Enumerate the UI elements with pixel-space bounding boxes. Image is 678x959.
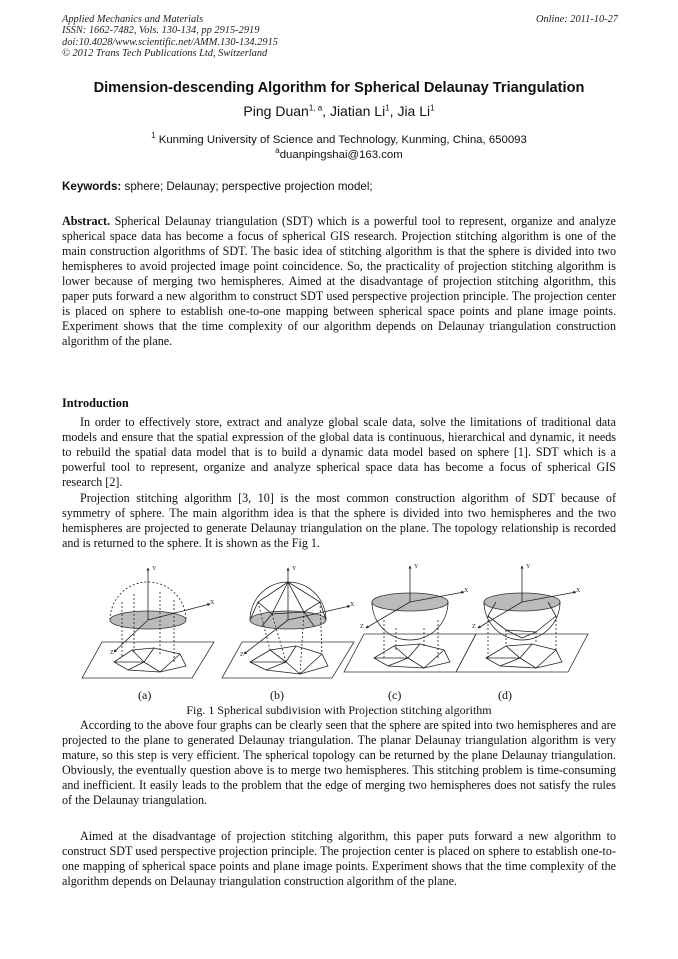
email-text[interactable]: duanpingshai@163.com	[279, 148, 403, 161]
subfigure-b	[222, 568, 354, 678]
intro-paragraph-4: Aimed at the disadvantage of projection stitching algorithm, this paper puts forward a new algorithm to construct SDT used perspective projection principle. The projection center is placed on sphere to establish one-to-one mapping of spherical space points and plane image points. Experiment shows that the time complexity of the algorithm depends on Delaunay triangulation construction algorithm of the plane.	[62, 829, 616, 888]
author-sup: 1	[385, 103, 390, 113]
author-list: Ping Duan$^{1, a}$, Jiatian Li$^1$, Jia Li$^1$	[243, 103, 435, 119]
intro-paragraph-1: In order to effectively store, extract and analyze global scale data, solve the limitations of traditional data models and ensure that the spatial expression of the global data is continuous, hierarchical and dynamic, it needs to rebuild the spatial data model that is to build a dynamic data model based on sphere [1]. SDT which is a powerful tool to represent, organize and analyze spherical space data has become a focus of spherical GIS research [2].	[62, 415, 616, 489]
doi-line[interactable]: doi:10.4028/www.scientific.net/AMM.130-134.2915	[62, 36, 278, 48]
axis-label-x: X	[464, 588, 469, 594]
author-sup: 1, a	[308, 103, 323, 113]
axis-label-x: X	[210, 600, 215, 606]
figure-1	[62, 562, 616, 690]
axis-label-y: Y	[414, 564, 419, 570]
abstract-label: Abstract.	[62, 214, 111, 228]
author-name: Jiatian Li	[329, 103, 386, 119]
figure-caption: Fig. 1 Spherical subdivision with Projection stitching algorithm	[186, 703, 492, 717]
paper-title: Dimension-descending Algorithm for Spherical Delaunay Triangulation	[93, 80, 585, 96]
subfigure-a	[82, 568, 214, 678]
journal-header	[62, 14, 618, 60]
subfigure-c	[344, 566, 476, 672]
intro-paragraph-2: Projection stitching algorithm [3, 10] is the most common construction algorithm of SDT because of symmetry of sphere. The main algorithm idea is that the sphere is divided into two hemispheres and the two hemispheres are projected to generate Delaunay triangulation on the plane. The topology relationship is recorded and is returned to the sphere. It is shown as the Fig 1.	[62, 491, 616, 550]
sublabel-c: (c)	[388, 688, 402, 702]
sublabel-a: (a)	[138, 688, 152, 702]
sublabel-b: (b)	[270, 688, 284, 702]
axis-label-y: Y	[292, 566, 297, 572]
keywords-text: sphere; Delaunay; perspective projection model;	[124, 180, 373, 193]
author-name: Jia Li	[397, 103, 431, 119]
author-name: Ping Duan	[243, 103, 309, 119]
axis-label-z: Z	[360, 624, 364, 630]
issn-line: ISSN: 1662-7482, Vols. 130-134, pp 2915-2919	[62, 25, 260, 37]
keywords-line	[62, 180, 373, 193]
intro-paragraph-3: According to the above four graphs can be clearly seen that the sphere are spited into two hemispheres and are projected to the plane to generated Delaunay triangulation. The planar Delaunay triangulation algorithm is very mature, so this step is very efficient. The spherical topology can be returned by the plane Delaunay triangulation. Obviously, the eventually question above is to merge two hemispheres. This stitching problem is time-consuming and inefficient. It easily leads to the problem that the edge of merging two hemispheres does not satisfy the rules of the Delaunay triangulation.	[62, 718, 616, 807]
copyright-line: © 2012 Trans Tech Publications Ltd, Switzerland	[62, 48, 268, 60]
affiliation	[40, 131, 638, 146]
sublabel-d: (d)	[498, 688, 512, 702]
axis-label-z: Z	[240, 652, 244, 658]
affiliation-sup: 1	[151, 131, 156, 140]
axis-label-y: Y	[152, 566, 157, 572]
axis-label-y: Y	[526, 564, 531, 570]
author-sup: 1	[430, 103, 435, 113]
affiliation-text: Kunming University of Science and Technology, Kunming, China, 650093	[158, 133, 527, 146]
keywords-label: Keywords:	[62, 180, 122, 193]
axis-label-x: X	[576, 588, 581, 594]
subfigure-d	[456, 566, 588, 672]
axis-label-z: Z	[472, 624, 476, 630]
axis-label-x: X	[350, 602, 355, 608]
section-heading-introduction: Introduction	[62, 396, 129, 410]
online-date: Online: 2011-10-27	[535, 14, 618, 25]
abstract-paragraph	[62, 214, 616, 349]
author-email	[40, 146, 638, 161]
journal-name: Applied Mechanics and Materials	[62, 14, 204, 25]
abstract-text: Spherical Delaunay triangulation (SDT) which is a powerful tool to represent, organize and analyze spherical space data has become a focus of spherical GIS research. Projection stitching algorithm is one of the main construction algorithms of SDT. The basic idea of stitching algorithm is that the sphere is divided into two hemispheres to avoid projected image point coincidence. So, the practicality of projection stitching algorithm is lower because of merging two hemispheres. Aimed at the disadvantage of projection stitching algorithm, this paper puts forward a new algorithm to construct SDT used perspective projection principle. The projection center is placed on sphere to establish one-to-one mapping between spherical space points and plane image points. Experiment shows that the time complexity of our algorithm depends on Delaunay triangulation construction algorithm of the plane.	[62, 214, 616, 348]
axis-label-z: Z	[110, 650, 114, 656]
email-sup: a	[275, 146, 280, 155]
